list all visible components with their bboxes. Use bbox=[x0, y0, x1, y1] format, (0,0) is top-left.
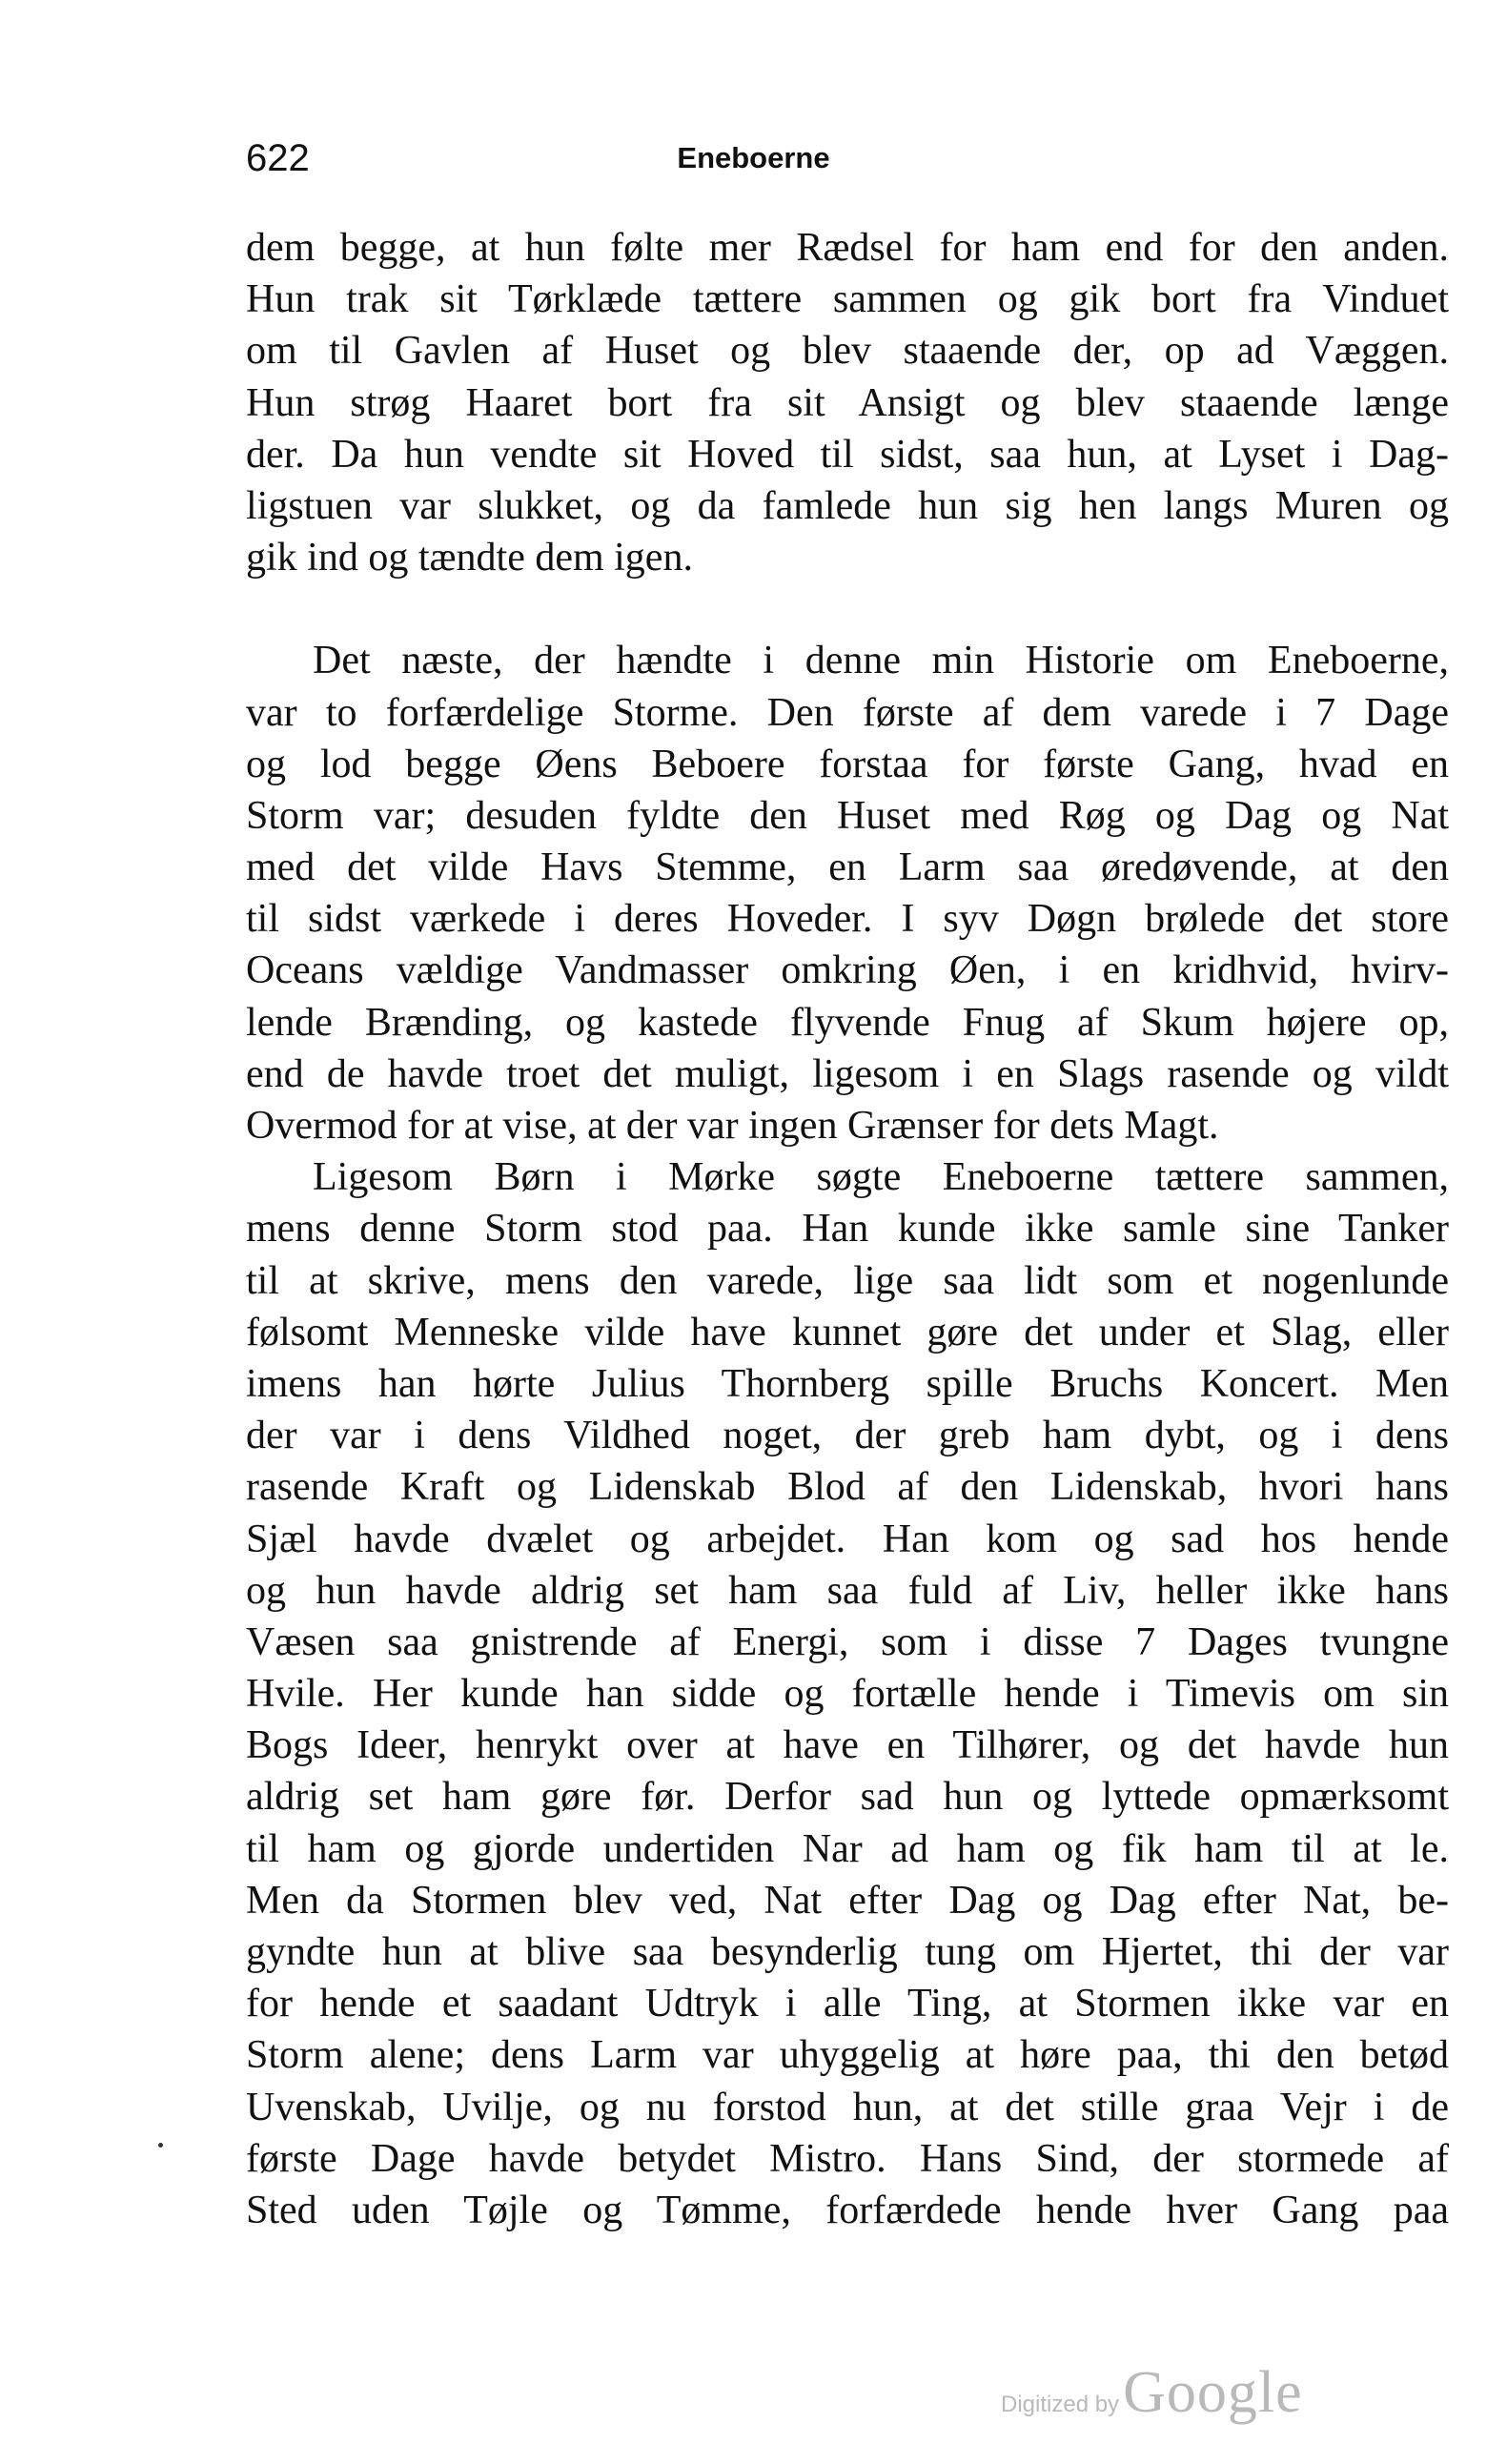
text-line: til sidst værkede i deres Hoveder. I syv Døgn brølede det store bbox=[246, 897, 1449, 942]
text-line: mens denne Storm stod paa. Han kunde ikke samle sine Tanker bbox=[246, 1207, 1449, 1252]
text-line: til at skrive, mens den varede, lige saa lidt som et nogenlunde bbox=[246, 1258, 1449, 1303]
text-line: rasende Kraft og Lidenskab Blod af den Lidenskab, hvori hans bbox=[246, 1465, 1449, 1510]
text-line: Ligesom Børn i Mørke søgte Eneboerne tættere sammen, bbox=[313, 1155, 1449, 1200]
text-line: med det vilde Havs Stemme, en Larm saa øredøvende, at den bbox=[246, 845, 1449, 890]
text-line: dem begge, at hun følte mer Rædsel for ham end for den anden. bbox=[246, 226, 1449, 270]
body-text bbox=[246, 222, 1449, 2236]
text-line: første Dage havde betydet Mistro. Hans Sind, der stormede af bbox=[246, 2136, 1449, 2181]
text-line: Hun strøg Haaret bort fra sit Ansigt og blev staaende længe bbox=[246, 380, 1449, 425]
digitized-watermark bbox=[1001, 2359, 1303, 2427]
text-line: Sted uden Tøjle og Tømme, forfærdede hende hver Gang paa bbox=[246, 2188, 1449, 2232]
text-line: Storm alene; dens Larm var uhyggelig at høre paa, thi den betød bbox=[246, 2033, 1449, 2078]
paragraph-3 bbox=[246, 1151, 1449, 2236]
text-line: imens han hørte Julius Thornberg spille Bruchs Koncert. Men bbox=[246, 1361, 1449, 1406]
paragraph-1 bbox=[246, 222, 1449, 583]
scan-speck bbox=[158, 2143, 163, 2148]
section-break bbox=[246, 583, 1449, 635]
text-line: Det næste, der hændte i denne min Historie om Eneboerne, bbox=[313, 639, 1449, 683]
text-line: ligstuen var slukket, og da famlede hun sig hen langs Muren og bbox=[246, 483, 1449, 528]
watermark-prefix: Digitized by bbox=[1001, 2392, 1120, 2417]
paragraph-2 bbox=[246, 635, 1449, 1151]
running-head: Eneboerne bbox=[677, 141, 830, 174]
text-line: Sjæl havde dvælet og arbejdet. Han kom og sad hos hende bbox=[246, 1517, 1449, 1561]
text-line: og hun havde aldrig set ham saa fuld af Liv, heller ikke hans bbox=[246, 1568, 1449, 1613]
text-line: Oceans vældige Vandmasser omkring Øen, i en kridhvid, hvirv- bbox=[246, 948, 1449, 993]
text-line: var to forfærdelige Storme. Den første af dem varede i 7 Dage bbox=[246, 690, 1449, 735]
text-line: Hvile. Her kunde han sidde og fortælle hende i Timevis om sin bbox=[246, 1672, 1449, 1717]
text-line: Uvenskab, Uvilje, og nu forstod hun, at det stille graa Vejr i de bbox=[246, 2085, 1449, 2129]
text-line: der var i dens Vildhed noget, der greb ham dybt, og i dens bbox=[246, 1414, 1449, 1458]
text-line: gik ind og tændte dem igen. bbox=[246, 536, 693, 580]
text-line: til ham og gjorde undertiden Nar ad ham og fik ham til at le. bbox=[246, 1826, 1449, 1871]
text-line: Hun trak sit Tørklæde tættere sammen og gik bort fra Vinduet bbox=[246, 277, 1449, 322]
text-line: om til Gavlen af Huset og blev staaende der, op ad Væggen. bbox=[246, 329, 1449, 374]
text-line: lende Brænding, og kastede flyvende Fnug af Skum højere op, bbox=[246, 1000, 1449, 1045]
text-line: gyndte hun at blive saa besynderlig tung om Hjertet, thi der var bbox=[246, 1930, 1449, 1974]
text-line: aldrig set ham gøre før. Derfor sad hun og lyttede opmærksomt bbox=[246, 1775, 1449, 1820]
text-line: end de havde troet det muligt, ligesom i en Slags rasende og vildt bbox=[246, 1051, 1449, 1096]
text-line: for hende et saadant Udtryk i alle Ting, at Stormen ikke var en bbox=[246, 1982, 1449, 2026]
text-line: følsomt Menneske vilde have kunnet gøre det under et Slag, eller bbox=[246, 1310, 1449, 1354]
text-line: Storm var; desuden fyldte den Huset med Røg og Dag og Nat bbox=[246, 793, 1449, 838]
text-line: der. Da hun vendte sit Hoved til sidst, saa hun, at Lyset i Dag- bbox=[246, 432, 1449, 477]
text-line: Overmod for at vise, at der var ingen Grænser for dets Magt. bbox=[246, 1104, 1219, 1148]
text-line: og lod begge Øens Beboere forstaa for første Gang, hvad en bbox=[246, 742, 1449, 786]
text-line: Men da Stormen blev ved, Nat efter Dag og Dag efter Nat, be- bbox=[246, 1878, 1449, 1923]
watermark-brand: Google bbox=[1123, 2360, 1303, 2425]
text-line: Væsen saa gnistrende af Energi, som i disse 7 Dages tvungne bbox=[246, 1619, 1449, 1664]
page-number: 622 bbox=[246, 137, 310, 179]
text-line: Bogs Ideer, henrykt over at have en Tilhører, og det havde hun bbox=[246, 1723, 1449, 1768]
